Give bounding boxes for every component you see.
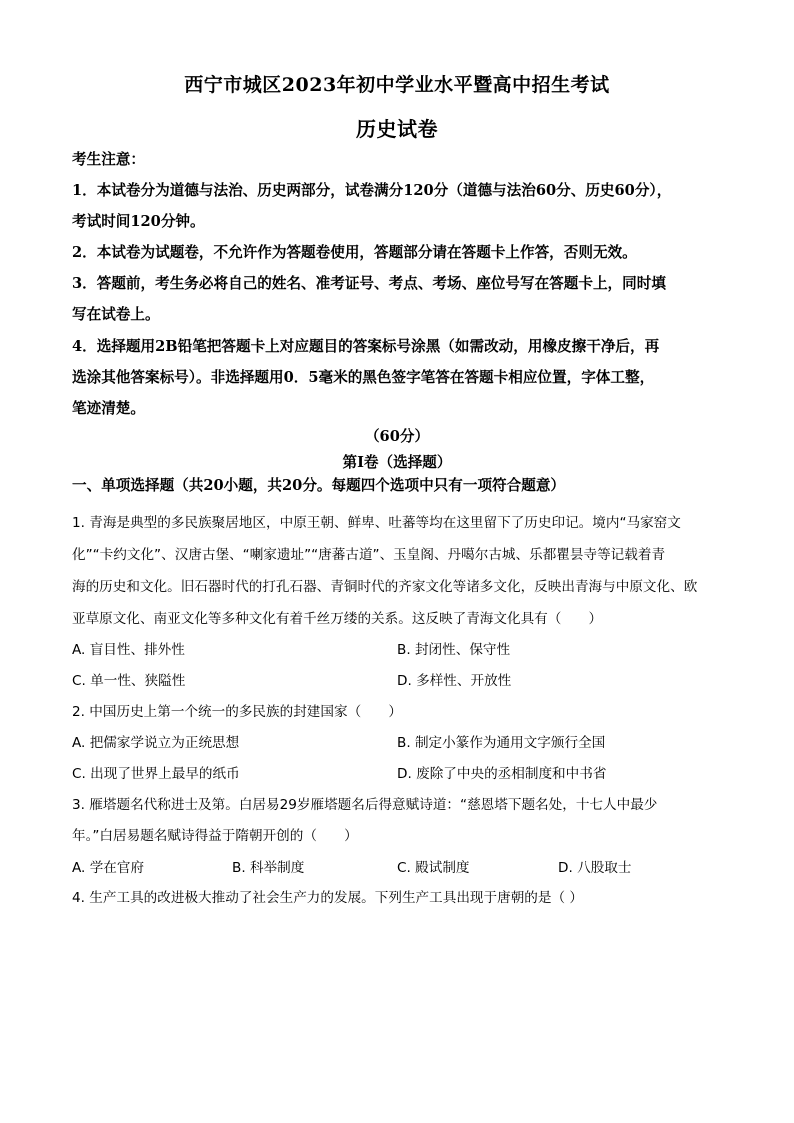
option-c: C. 单一性、狭隘性 [72, 673, 186, 689]
option-b: B. 制定小篆作为通用文字颁行全国 [397, 735, 606, 751]
total-score: （60分） [364, 428, 430, 445]
question-line: 3. 雁塔题名代称进士及第。白居易29岁雁塔题名后得意赋诗道：“慈恩塔下题名处，十七人中最少 [72, 797, 658, 813]
question-line: 2. 中国历史上第一个统一的多民族的封建国家（ ） [72, 704, 402, 720]
notes-line: 选涂其他答案标号）。非选择题用0．5毫米的黑色签字笔答在答题卡相应位置，字体工整， [72, 369, 655, 386]
option-a: A. 把儒家学说立为正统思想 [72, 735, 240, 751]
question-line: 年。”白居易题名赋诗得益于隋朝开创的（ ） [72, 828, 358, 844]
notes-line: 考试时间120分钟。 [72, 213, 205, 230]
option-d: D. 废除了中央的丞相制度和中书省 [397, 766, 607, 782]
option-b: B. 科举制度 [232, 860, 305, 876]
question-line: 1. 青海是典型的多民族聚居地区，中原王朝、鲜卑、吐蕃等均在这里留下了历史印记。境内“马家窑文 [72, 515, 681, 531]
question-line: 海的历史和文化。旧石器时代的打孔石器、青铜时代的齐家文化等诸多文化，反映出青海与中原文化、欧 [72, 579, 698, 595]
question-line: 亚草原文化、南亚文化等多种文化有着千丝万缕的关系。这反映了青海文化具有（ ） [72, 611, 603, 627]
notes-line: 3．答题前，考生务必将自己的姓名、准考证号、考点、考场、座位号写在答题卡上，同时填 [72, 275, 666, 292]
exam-subtitle: 历史试卷 [356, 117, 438, 141]
option-d: D. 八股取士 [558, 860, 632, 876]
notes-line: 2．本试卷为试题卷，不允许作为答题卷使用，答题部分请在答题卡上作答，否则无效。 [72, 244, 637, 261]
section-heading: 一、单项选择题（共20小题，共20分。每题四个选项中只有一项符合题意） [72, 477, 566, 494]
notes-line: 写在试卷上。 [72, 306, 160, 323]
notes-heading: 考生注意： [72, 151, 145, 168]
option-c: C. 殿试制度 [397, 860, 470, 876]
exam-title: 西宁市城区2023年初中学业水平暨高中招生考试 [184, 74, 610, 96]
option-c: C. 出现了世界上最早的纸币 [72, 766, 240, 782]
question-line: 化”“卡约文化”、汉唐古堡、“喇家遗址”“唐蕃古道”、玉皇阁、丹噶尔古城、乐都瞿昙寺等记载着青 [72, 547, 666, 563]
option-b: B. 封闭性、保守性 [397, 642, 511, 658]
notes-line: 笔迹清楚。 [72, 400, 145, 417]
option-d: D. 多样性、开放性 [397, 673, 512, 689]
part-heading: 第Ⅰ卷（选择题） [342, 454, 452, 471]
option-a: A. 学在官府 [72, 860, 145, 876]
notes-line: 1．本试卷分为道德与法治、历史两部分，试卷满分120分（道德与法治60分、历史60分）， [72, 182, 672, 199]
option-a: A. 盲目性、排外性 [72, 642, 185, 658]
notes-line: 4．选择题用2B铅笔把答题卡上对应题目的答案标号涂黑（如需改动，用橡皮擦干净后，再 [72, 338, 660, 355]
question-line: 4. 生产工具的改进极大推动了社会生产力的发展。下列生产工具出现于唐朝的是（ ） [72, 890, 583, 906]
